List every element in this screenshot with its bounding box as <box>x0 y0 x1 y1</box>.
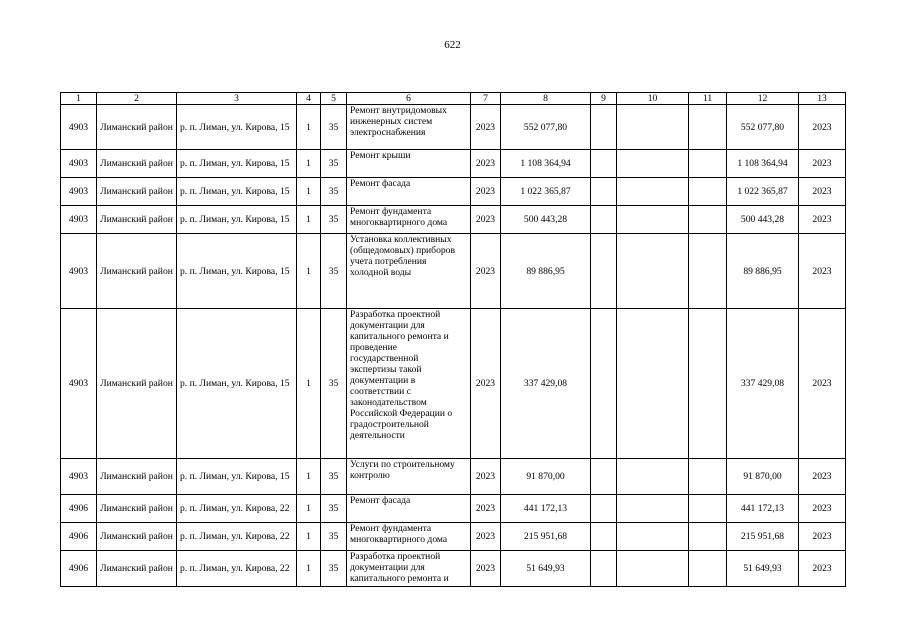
table-row <box>61 309 846 459</box>
cell-col11 <box>689 523 727 551</box>
cell-col11 <box>689 178 727 206</box>
amount-total: 1 022 365,87 <box>727 178 799 206</box>
amount: 441 172,13 <box>501 495 591 523</box>
year: 2023 <box>471 150 501 178</box>
column-header: 5 <box>321 93 347 105</box>
year: 2023 <box>471 178 501 206</box>
district-name: Лиманский район <box>97 459 177 495</box>
district-name: Лиманский район <box>97 309 177 459</box>
cell-col5: 35 <box>321 551 347 587</box>
address: р. п. Лиман, ул. Кирова, 15 <box>177 234 297 309</box>
address: р. п. Лиман, ул. Кирова, 15 <box>177 150 297 178</box>
amount: 1 022 365,87 <box>501 178 591 206</box>
district-name: Лиманский район <box>97 105 177 150</box>
cell-col10 <box>617 105 689 150</box>
cell-col9 <box>591 234 617 309</box>
amount: 500 443,28 <box>501 206 591 234</box>
cell-col9 <box>591 309 617 459</box>
work-type: Установка коллективных (общедомовых) приборов учета потребления холодной воды <box>347 234 471 309</box>
year: 2023 <box>471 234 501 309</box>
row-id: 4903 <box>61 234 97 309</box>
address: р. п. Лиман, ул. Кирова, 15 <box>177 105 297 150</box>
year: 2023 <box>471 459 501 495</box>
column-header: 13 <box>799 93 846 105</box>
cell-col10 <box>617 178 689 206</box>
cell-col4: 1 <box>297 150 321 178</box>
work-type: Разработка проектной документации для капитального ремонта и <box>347 551 471 587</box>
address: р. п. Лиман, ул. Кирова, 15 <box>177 178 297 206</box>
work-type: Ремонт крыши <box>347 150 471 178</box>
year: 2023 <box>471 551 501 587</box>
year-end: 2023 <box>799 309 846 459</box>
row-id: 4903 <box>61 459 97 495</box>
row-id: 4903 <box>61 206 97 234</box>
cell-col10 <box>617 309 689 459</box>
cell-col11 <box>689 150 727 178</box>
cell-col4: 1 <box>297 206 321 234</box>
cell-col9 <box>591 178 617 206</box>
year-end: 2023 <box>799 150 846 178</box>
cell-col5: 35 <box>321 234 347 309</box>
address: р. п. Лиман, ул. Кирова, 22 <box>177 523 297 551</box>
work-type: Ремонт фасада <box>347 178 471 206</box>
amount: 91 870,00 <box>501 459 591 495</box>
district-name: Лиманский район <box>97 206 177 234</box>
district-name: Лиманский район <box>97 523 177 551</box>
cell-col4: 1 <box>297 309 321 459</box>
year-end: 2023 <box>799 551 846 587</box>
work-type: Ремонт внутридомовых инженерных систем электроснабжения <box>347 105 471 150</box>
table-row <box>61 459 846 495</box>
district-name: Лиманский район <box>97 150 177 178</box>
work-type: Разработка проектной документации для капитального ремонта и проведение государственной экспертизы такой документации в соответствии с законодательством Российской Федерации о градостроительной деятельности <box>347 309 471 459</box>
year: 2023 <box>471 206 501 234</box>
column-header: 3 <box>177 93 297 105</box>
cell-col4: 1 <box>297 523 321 551</box>
address: р. п. Лиман, ул. Кирова, 15 <box>177 206 297 234</box>
district-name: Лиманский район <box>97 495 177 523</box>
year: 2023 <box>471 105 501 150</box>
table-row <box>61 150 846 178</box>
amount-total: 51 649,93 <box>727 551 799 587</box>
amount-total: 89 886,95 <box>727 234 799 309</box>
year-end: 2023 <box>799 495 846 523</box>
year-end: 2023 <box>799 206 846 234</box>
table-row <box>61 206 846 234</box>
year: 2023 <box>471 495 501 523</box>
cell-col4: 1 <box>297 459 321 495</box>
cell-col11 <box>689 105 727 150</box>
work-type: Ремонт фундамента многоквартирного дома <box>347 523 471 551</box>
cell-col5: 35 <box>321 459 347 495</box>
cell-col10 <box>617 206 689 234</box>
amount: 51 649,93 <box>501 551 591 587</box>
year: 2023 <box>471 309 501 459</box>
cell-col4: 1 <box>297 495 321 523</box>
cell-col10 <box>617 551 689 587</box>
cell-col4: 1 <box>297 234 321 309</box>
column-header: 8 <box>501 93 591 105</box>
cell-col10 <box>617 150 689 178</box>
address: р. п. Лиман, ул. Кирова, 15 <box>177 459 297 495</box>
cell-col5: 35 <box>321 150 347 178</box>
amount-total: 337 429,08 <box>727 309 799 459</box>
cell-col5: 35 <box>321 523 347 551</box>
amount: 215 951,68 <box>501 523 591 551</box>
year-end: 2023 <box>799 105 846 150</box>
cell-col9 <box>591 206 617 234</box>
year-end: 2023 <box>799 234 846 309</box>
year-end: 2023 <box>799 459 846 495</box>
cell-col11 <box>689 309 727 459</box>
amount-total: 500 443,28 <box>727 206 799 234</box>
work-type: Услуги по строительному контролю <box>347 459 471 495</box>
page-number: 622 <box>444 39 461 51</box>
table-row <box>61 495 846 523</box>
cell-col5: 35 <box>321 105 347 150</box>
column-header: 10 <box>617 93 689 105</box>
amount-total: 552 077,80 <box>727 105 799 150</box>
year: 2023 <box>471 523 501 551</box>
cell-col11 <box>689 551 727 587</box>
district-name: Лиманский район <box>97 178 177 206</box>
cell-col10 <box>617 495 689 523</box>
cell-col9 <box>591 459 617 495</box>
cell-col10 <box>617 459 689 495</box>
cell-col10 <box>617 523 689 551</box>
table-row <box>61 551 846 587</box>
column-header: 9 <box>591 93 617 105</box>
row-id: 4906 <box>61 495 97 523</box>
row-id: 4906 <box>61 523 97 551</box>
capital-repair-table <box>60 92 846 587</box>
amount: 552 077,80 <box>501 105 591 150</box>
cell-col11 <box>689 459 727 495</box>
work-type: Ремонт фасада <box>347 495 471 523</box>
row-id: 4906 <box>61 551 97 587</box>
row-id: 4903 <box>61 150 97 178</box>
column-header: 2 <box>97 93 177 105</box>
column-number-row <box>61 93 846 105</box>
cell-col11 <box>689 234 727 309</box>
row-id: 4903 <box>61 105 97 150</box>
work-type: Ремонт фундамента многоквартирного дома <box>347 206 471 234</box>
row-id: 4903 <box>61 309 97 459</box>
address: р. п. Лиман, ул. Кирова, 15 <box>177 309 297 459</box>
column-header: 1 <box>61 93 97 105</box>
amount: 89 886,95 <box>501 234 591 309</box>
address: р. п. Лиман, ул. Кирова, 22 <box>177 495 297 523</box>
row-id: 4903 <box>61 178 97 206</box>
amount-total: 441 172,13 <box>727 495 799 523</box>
cell-col5: 35 <box>321 206 347 234</box>
cell-col9 <box>591 523 617 551</box>
cell-col10 <box>617 234 689 309</box>
amount-total: 215 951,68 <box>727 523 799 551</box>
cell-col9 <box>591 150 617 178</box>
cell-col9 <box>591 105 617 150</box>
cell-col9 <box>591 551 617 587</box>
year-end: 2023 <box>799 178 846 206</box>
column-header: 4 <box>297 93 321 105</box>
cell-col5: 35 <box>321 309 347 459</box>
amount-total: 1 108 364,94 <box>727 150 799 178</box>
cell-col11 <box>689 206 727 234</box>
column-header: 6 <box>347 93 471 105</box>
amount: 337 429,08 <box>501 309 591 459</box>
table-row <box>61 178 846 206</box>
column-header: 11 <box>689 93 727 105</box>
cell-col5: 35 <box>321 495 347 523</box>
cell-col5: 35 <box>321 178 347 206</box>
cell-col11 <box>689 495 727 523</box>
address: р. п. Лиман, ул. Кирова, 22 <box>177 551 297 587</box>
column-header: 7 <box>471 93 501 105</box>
year-end: 2023 <box>799 523 846 551</box>
cell-col4: 1 <box>297 551 321 587</box>
cell-col9 <box>591 495 617 523</box>
cell-col4: 1 <box>297 105 321 150</box>
table-row <box>61 105 846 150</box>
amount: 1 108 364,94 <box>501 150 591 178</box>
amount-total: 91 870,00 <box>727 459 799 495</box>
column-header: 12 <box>727 93 799 105</box>
district-name: Лиманский район <box>97 551 177 587</box>
cell-col4: 1 <box>297 178 321 206</box>
table-row <box>61 234 846 309</box>
district-name: Лиманский район <box>97 234 177 309</box>
table-row <box>61 523 846 551</box>
